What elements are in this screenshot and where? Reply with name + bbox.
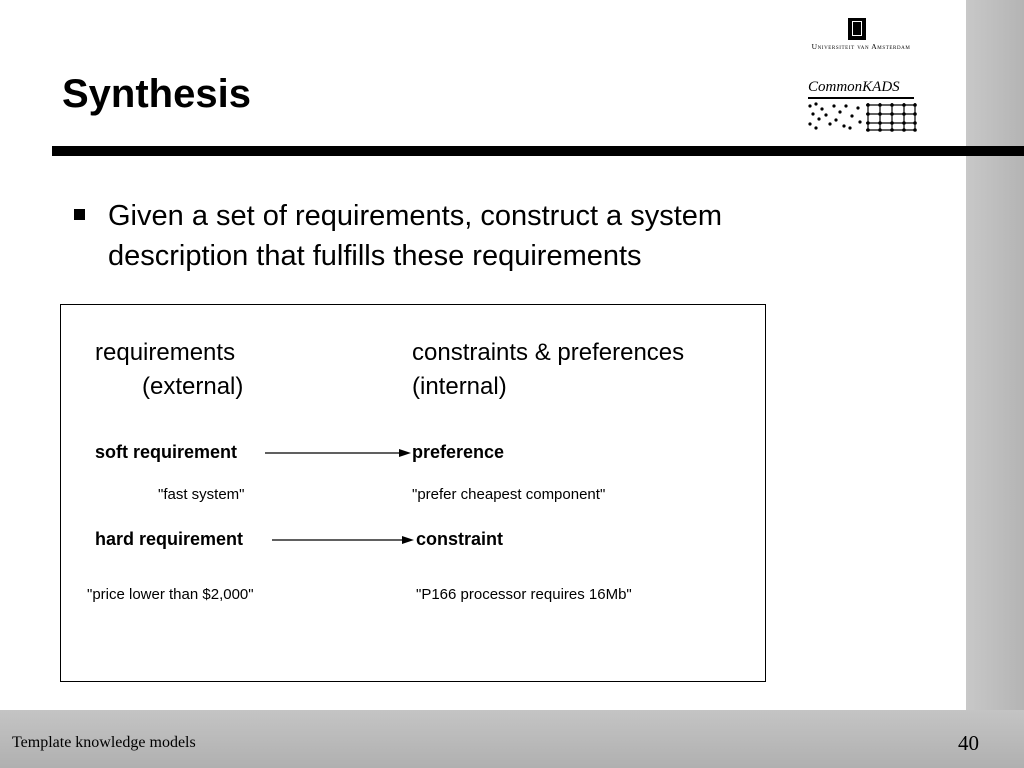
right-gutter-band — [966, 0, 1024, 768]
commonkads-dot-grid — [806, 100, 918, 132]
constraint-example: "P166 processor requires 16Mb" — [416, 586, 632, 603]
preference-example: "prefer cheapest component" — [412, 486, 606, 503]
soft-requirement-example: "fast system" — [158, 486, 245, 503]
bullet-text: Given a set of requirements, construct a system description that fulfills these requirements — [108, 200, 723, 272]
preference-label: preference — [412, 442, 505, 462]
right-header-line1: constraints & preferences — [412, 339, 685, 366]
commonkads-logo-text: CommonKADS — [808, 79, 900, 95]
hard-requirement-label: hard requirement — [95, 529, 244, 549]
soft-requirement-label: soft requirement — [95, 442, 238, 462]
commonkads-underline — [808, 97, 914, 99]
constraint-label: constraint — [416, 529, 504, 549]
page-number: 40 — [958, 731, 979, 755]
left-header-line1: requirements — [95, 339, 236, 366]
right-header-line2: (internal) — [412, 373, 507, 400]
slide-title: Synthesis — [62, 72, 251, 116]
soft-to-preference-arrow — [265, 447, 411, 459]
bullet-marker — [74, 209, 85, 220]
footer-label: Template knowledge models — [12, 734, 196, 751]
synthesis-diagram — [60, 304, 766, 682]
hard-requirement-example: "price lower than $2,000" — [87, 586, 254, 603]
left-header-line2: (external) — [142, 373, 244, 400]
university-name: Universiteit van Amsterdam — [811, 42, 911, 51]
uva-shield-logo — [848, 18, 866, 40]
hard-to-constraint-arrow — [272, 534, 414, 546]
title-rule — [52, 146, 1024, 156]
